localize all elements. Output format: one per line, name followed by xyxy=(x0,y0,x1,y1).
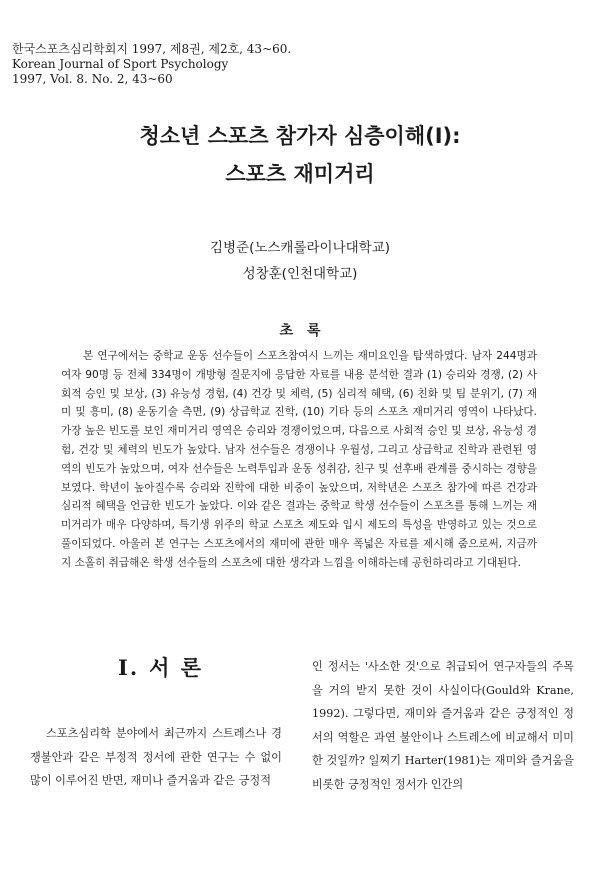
section-title: 서 론 xyxy=(149,655,204,680)
abstract-heading: 초록 xyxy=(279,323,335,339)
section-number: I. xyxy=(118,655,140,680)
journal-header-line-korean: 한국스포츠심리학회지 1997, 제8권, 제2호, 43~60. xyxy=(12,42,292,56)
abstract-text: 본 연구에서는 중학교 운동 선수들이 스포츠참여시 느끼는 재미요인을 탐색하였다. 남자 244명과 여자 90명 등 전체 334명이 개방형 질문지에 응답한 자료를 내용 분석한 결과 (1) 승리와 경쟁, (2) 사회적 승인 및 보상, (3) 유능성 경험, (4) 건강 및 체력, (5) 심리적 혜택, (6) 친화 및 팀 분위기, (7) 재미 및 흥미, (8) 운동기술 측면, (9) 상급학교 진학, (10) 기타 등의 스포츠 재미거리 영역이 나타났다. 가장 높은 빈도를 보인 재미거리 영역은 승리와 경쟁이었으며, 다음으로 사회적 승인 및 보상, 유능성 경험, 건강 및 체력의 빈도가 높았다. 남자 선수들은 경쟁이나 우월성, 그리고 상급학교 진학과 관련된 영역의 빈도가 높았으며, 여자 선수들은 노력투입과 운동 성취감, 친구 및 선후배 관계를 중시하는 경향을 보였다. 학년이 높아질수록 승리와 진학에 대한 비중이 높았으며, 저학년은 스포츠 참가에 따른 건강과 심리적 혜택을 언급한 빈도가 높았다. 이와 같은 결과는 중학교 학생 선수들이 스포츠를 통해 느끼는 재미거리가 매우 다양하며, 특기생 위주의 학교 스포츠 제도와 입시 제도의 특성을 반영하고 있는 것으로 풀이되었다. 아울러 본 연구는 스포츠에서의 재미에 관한 매우 폭넓은 자료를 제시해 줌으로써, 지금까지 소홀히 취급해온 학생 선수들의 스포츠에 대한 생각과 느낌을 이해하는데 공헌하리라고 기대된다. xyxy=(61,350,537,569)
journal-header-line-english: Korean Journal of Sport Psychology xyxy=(12,57,229,71)
paper-title-line-1: 청소년 스포츠 참가자 심층이해(I): xyxy=(139,124,461,148)
section-heading xyxy=(118,652,203,682)
body-text-left-column: 스포츠심리학 분야에서 최근까지 스트레스나 경쟁불안과 같은 부정적 정서에 관한 연구는 수 없이 많이 이루어진 반면, 재미나 즐거움과 같은 긍정적 xyxy=(30,727,282,787)
author-2: 성창훈(인천대학교) xyxy=(242,266,358,282)
paper-title-line-2: 스포츠 재미거리 xyxy=(225,162,375,186)
author-1: 김병준(노스캐롤라이나대학교) xyxy=(209,240,391,256)
journal-header-line-volume: 1997, Vol. 8. No. 2, 43~60 xyxy=(12,72,173,86)
journal-header xyxy=(12,42,291,87)
body-text-right-column: 인 정서는 '사소한 것'으로 취급되어 연구자들의 주목을 거의 받지 못한 것이 사실이다(Gould와 Krane, 1992). 그렇다면, 재미와 즐거움과 같은 긍정적인 정서의 역할은 과연 불안이나 스트레스에 비교해서 미미한 것일까? 일찌기 Harter(1981)는 재미와 즐거움을 비롯한 긍정적인 정서가 인간의 xyxy=(312,660,574,791)
